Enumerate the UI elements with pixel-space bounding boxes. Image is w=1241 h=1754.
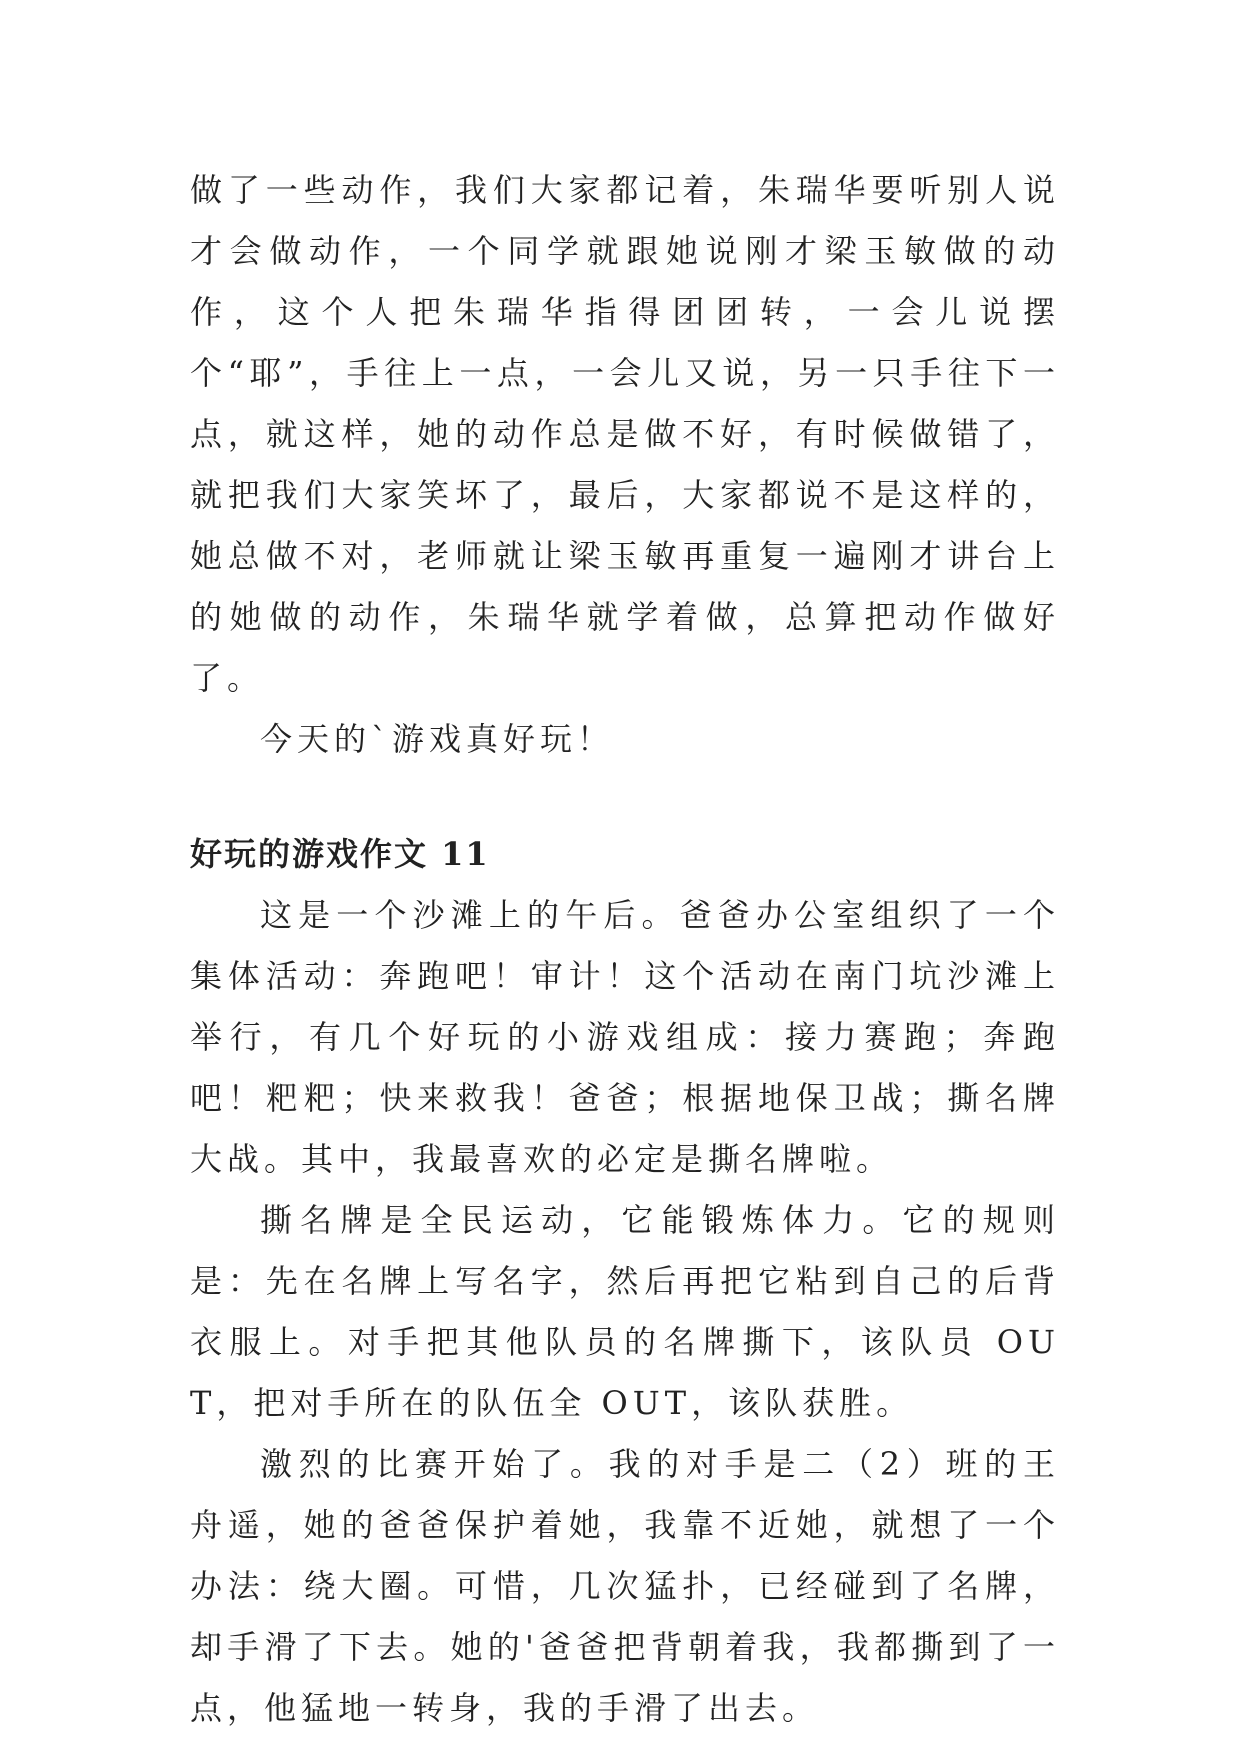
paragraph-intro: 这是一个沙滩上的午后。爸爸办公室组织了一个集体活动：奔跑吧！审计！这个活动在南门坑沙滩上举行，有几个好玩的小游戏组成：接力赛跑；奔跑吧！粑粑；快来救我！爸爸；根据地保卫战；撕名牌大战。其中，我最喜欢的必定是撕名牌啦。 xyxy=(190,896,1060,1178)
section-title: 好玩的游戏作文 11 xyxy=(190,835,490,873)
paragraph-rules: 撕名牌是全民运动，它能锻炼体力。它的规则是：先在名牌上写名字，然后再把它粘到自己的后背衣服上。对手把其他队员的名牌撕下，该队员 OUT，把对手所在的队伍全 OUT，该队获胜。 xyxy=(190,1201,1060,1422)
paragraph-continued: 做了一些动作，我们大家都记着，朱瑞华要听别人说才会做动作，一个同学就跟她说刚才梁玉敏做的动作，这个人把朱瑞华指得团团转，一会儿说摆个“耶”，手往上一点，一会儿又说，另一只手往下一点，就这样，她的动作总是做不好，有时候做错了，就把我们大家笑坏了，最后，大家都说不是这样的，她总做不对，老师就让梁玉敏再重复一遍刚才讲台上的她做的动作，朱瑞华就学着做，总算把动作做好了。 xyxy=(190,171,1060,697)
paragraph-conclusion: 今天的`游戏真好玩！ xyxy=(260,720,615,758)
section-gap xyxy=(190,770,1060,824)
document-page xyxy=(190,160,1060,1739)
paragraph-match: 激烈的比赛开始了。我的对手是二（2）班的王舟遥，她的爸爸保护着她，我靠不近她，就想了一个办法：绕大圈。可惜，几次猛扑，已经碰到了名牌，却手滑了下去。她的'爸爸把背朝着我，我都撕到了一点，他猛地一转身，我的手滑了出去。 xyxy=(190,1445,1060,1727)
